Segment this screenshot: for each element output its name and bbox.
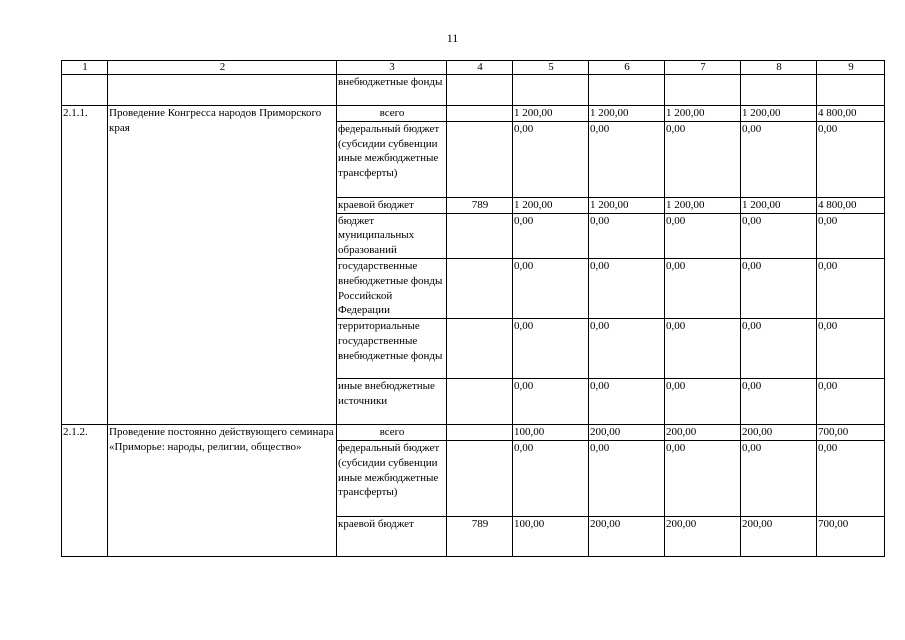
- value-cell: 200,00: [741, 516, 817, 556]
- table-cell: [513, 75, 589, 106]
- value-cell: 1 200,00: [513, 197, 589, 213]
- code-cell: [447, 258, 513, 318]
- source-cell: бюджет муниципальных образований: [337, 213, 447, 258]
- value-cell: 1 200,00: [665, 106, 741, 122]
- value-cell: 0,00: [665, 379, 741, 425]
- value-cell: 200,00: [665, 425, 741, 441]
- source-cell: всего: [337, 106, 447, 122]
- value-cell: 0,00: [513, 319, 589, 379]
- value-cell: 0,00: [513, 440, 589, 516]
- source-cell: государственные внебюджетные фонды Российской Федерации: [337, 258, 447, 318]
- source-cell: краевой бюджет: [337, 516, 447, 556]
- table-row: [62, 106, 885, 122]
- value-cell: 0,00: [665, 440, 741, 516]
- value-cell: 0,00: [513, 213, 589, 258]
- value-cell: 100,00: [513, 425, 589, 441]
- value-cell: 100,00: [513, 516, 589, 556]
- code-cell: 789: [447, 197, 513, 213]
- value-cell: 0,00: [817, 319, 885, 379]
- value-cell: 0,00: [513, 379, 589, 425]
- table-cell: [62, 75, 108, 106]
- value-cell: 0,00: [817, 379, 885, 425]
- page-number: 11: [446, 31, 459, 45]
- value-cell: 0,00: [741, 121, 817, 197]
- code-cell: [447, 106, 513, 122]
- code-cell: [447, 213, 513, 258]
- value-cell: 0,00: [665, 121, 741, 197]
- value-cell: 4 800,00: [817, 197, 885, 213]
- value-cell: 0,00: [513, 258, 589, 318]
- value-cell: 0,00: [741, 258, 817, 318]
- table-cell: [665, 75, 741, 106]
- code-cell: [447, 425, 513, 441]
- column-header: 2: [108, 61, 337, 75]
- value-cell: 1 200,00: [513, 106, 589, 122]
- value-cell: 0,00: [589, 258, 665, 318]
- source-cell: федеральный бюджет (субсидии субвенции иные межбюджетные трансферты): [337, 440, 447, 516]
- value-cell: 200,00: [665, 516, 741, 556]
- column-header: 7: [665, 61, 741, 75]
- value-cell: 0,00: [741, 440, 817, 516]
- item-code: 2.1.2.: [62, 425, 108, 557]
- value-cell: 0,00: [817, 213, 885, 258]
- value-cell: 0,00: [513, 121, 589, 197]
- value-cell: 200,00: [589, 516, 665, 556]
- code-cell: 789: [447, 516, 513, 556]
- item-code: 2.1.1.: [62, 106, 108, 425]
- value-cell: 0,00: [741, 213, 817, 258]
- value-cell: 0,00: [817, 440, 885, 516]
- value-cell: 0,00: [589, 121, 665, 197]
- table-cell: [741, 75, 817, 106]
- column-header: 3: [337, 61, 447, 75]
- value-cell: 0,00: [741, 319, 817, 379]
- code-cell: [447, 121, 513, 197]
- value-cell: 4 800,00: [817, 106, 885, 122]
- column-header: 6: [589, 61, 665, 75]
- code-cell: [447, 440, 513, 516]
- budget-table: [61, 60, 885, 557]
- value-cell: 0,00: [589, 319, 665, 379]
- table-cell: [447, 75, 513, 106]
- value-cell: 1 200,00: [589, 106, 665, 122]
- value-cell: 0,00: [741, 379, 817, 425]
- value-cell: 0,00: [589, 379, 665, 425]
- value-cell: 0,00: [665, 213, 741, 258]
- source-cell: всего: [337, 425, 447, 441]
- value-cell: 700,00: [817, 425, 885, 441]
- value-cell: 0,00: [665, 319, 741, 379]
- column-header: 5: [513, 61, 589, 75]
- item-name: Проведение Конгресса народов Приморского края: [108, 106, 337, 425]
- value-cell: 1 200,00: [741, 106, 817, 122]
- table-cell: [817, 75, 885, 106]
- table-cell: [589, 75, 665, 106]
- value-cell: 200,00: [589, 425, 665, 441]
- value-cell: 1 200,00: [665, 197, 741, 213]
- table-cell: [108, 75, 337, 106]
- source-cell: внебюджетные фонды: [337, 75, 447, 106]
- table-row: [62, 425, 885, 441]
- value-cell: 0,00: [817, 121, 885, 197]
- table-row: [62, 75, 885, 106]
- value-cell: 0,00: [589, 440, 665, 516]
- column-header: 4: [447, 61, 513, 75]
- column-header: 1: [62, 61, 108, 75]
- value-cell: 700,00: [817, 516, 885, 556]
- source-cell: федеральный бюджет (субсидии субвенции иные межбюджетные трансферты): [337, 121, 447, 197]
- source-cell: иные внебюджетные источники: [337, 379, 447, 425]
- value-cell: 1 200,00: [741, 197, 817, 213]
- code-cell: [447, 379, 513, 425]
- source-cell: краевой бюджет: [337, 197, 447, 213]
- header-row: [62, 61, 885, 75]
- source-cell: территориальные государственные внебюджетные фонды: [337, 319, 447, 379]
- column-header: 8: [741, 61, 817, 75]
- code-cell: [447, 319, 513, 379]
- column-header: 9: [817, 61, 885, 75]
- value-cell: 0,00: [589, 213, 665, 258]
- value-cell: 1 200,00: [589, 197, 665, 213]
- value-cell: 0,00: [665, 258, 741, 318]
- item-name: Проведение постоянно действующего семинара «Приморье: народы, религии, общество»: [108, 425, 337, 557]
- value-cell: 0,00: [817, 258, 885, 318]
- value-cell: 200,00: [741, 425, 817, 441]
